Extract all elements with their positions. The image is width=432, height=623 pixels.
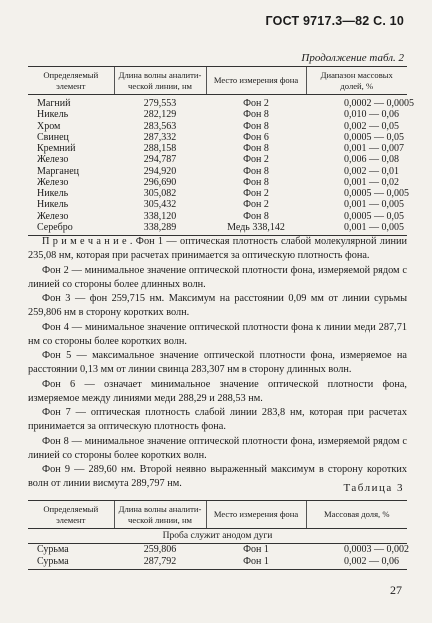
element-cell: Никель xyxy=(37,109,69,121)
column-header: Диапазон массовых долей, % xyxy=(306,67,407,95)
range-cell: 0,0005 — 0,05 xyxy=(344,131,404,143)
element-cell: Хром xyxy=(37,120,61,132)
table-row xyxy=(28,166,407,177)
note-paragraph: Фон 8 — минимальное значение оптической плотности фона, измеряемой рядом с линией со стороны более коротких волн. xyxy=(28,435,407,461)
background-cell: Фон 2 xyxy=(243,98,269,109)
column-header: Место измерения фона xyxy=(206,501,306,529)
background-cell: Фон 2 xyxy=(243,199,269,211)
column-header: Длина волны аналити-ческой линии, нм xyxy=(114,67,206,95)
element-cell: Железо xyxy=(37,210,69,222)
background-cell: Медь 338,142 xyxy=(206,222,306,236)
background-cell: Фон 2 xyxy=(243,188,269,199)
wavelength-cell: 287,332 xyxy=(143,131,177,143)
table-3 xyxy=(28,500,407,570)
wavelength-cell: 338,289 xyxy=(114,222,206,236)
wavelength-cell: 282,129 xyxy=(143,109,177,121)
page-header: ГОСТ 9717.3—82 С. 10 xyxy=(265,14,404,28)
note-paragraph: Фон 7 — оптическая плотность слабой линии 283,8 нм, которая при расчетах принимается за оптическую плотность фона. xyxy=(28,407,407,433)
wavelength-cell: 259,806 xyxy=(143,544,177,556)
note-paragraph: Фон 2 — минимальное значение оптической плотности фона, измеряемой рядом с линией со стороны более длинных волн. xyxy=(28,264,407,290)
note-paragraph: П р и м е ч а н и е . Фон 1 — оптическая плотность слабой молекулярной линии 235,08 нм, которая при расчетах принимается за оптическую плотность фона. xyxy=(28,236,407,262)
column-header: Длина волны аналити-ческой линии, нм xyxy=(114,501,206,529)
wavelength-cell: 288,158 xyxy=(143,143,177,154)
note-paragraph: Фон 3 — фон 259,715 нм. Максимум на расстоянии 0,09 мм от линии сурьмы 259,806 нм в сторону коротких волн. xyxy=(28,293,407,319)
table-3-label: Таблица 3 xyxy=(343,482,404,494)
element-cell: Железо xyxy=(37,154,69,166)
note-paragraph: Фон 4 — минимальное значение оптической плотности фона к линии меди 287,71 нм со стороны более коротких волн. xyxy=(28,321,407,347)
range-cell: 0,002 — 0,05 xyxy=(344,120,399,132)
table-subheading-row xyxy=(28,529,407,544)
element-cell: Серебро xyxy=(28,222,114,236)
wavelength-cell: 294,787 xyxy=(143,154,177,166)
background-cell: Фон 8 xyxy=(243,176,269,188)
note-paragraph: Фон 5 — максимальное значение оптической плотности фона, измеряемое на расстоянии 0,13 мм от линии свинца 283,307 нм в сторону длинных волн. xyxy=(28,350,407,376)
background-cell: Фон 8 xyxy=(243,143,269,154)
range-cell: 0,006 — 0,08 xyxy=(344,154,399,166)
column-header: Место измерения фона xyxy=(206,67,306,95)
table-row xyxy=(28,95,407,110)
table-row xyxy=(28,556,407,570)
page-number: 27 xyxy=(390,583,402,597)
wavelength-cell: 338,120 xyxy=(143,210,177,222)
range-cell: 0,010 — 0,06 xyxy=(344,109,399,121)
column-header: Определяемый элемент xyxy=(28,67,114,95)
range-cell: 0,0003 — 0,002 xyxy=(344,544,409,556)
column-header: Определяемый элемент xyxy=(28,501,114,529)
note-paragraph: Фон 9 — 289,60 нм. Второй неявно выраженный максимум в сторону коротких волн от линии висмута 289,797 нм. xyxy=(28,464,407,490)
element-cell: Никель xyxy=(37,199,69,211)
table-2 xyxy=(28,66,414,236)
table-row xyxy=(28,544,407,556)
range-cell: 0,0005 — 0,05 xyxy=(344,210,404,222)
column-header: Массовая доля, % xyxy=(306,501,407,529)
background-cell: Фон 2 xyxy=(243,154,269,166)
element-cell: Магний xyxy=(37,98,71,109)
background-cell: Фон 8 xyxy=(243,120,269,132)
background-cell: Фон 1 xyxy=(206,556,306,570)
range-cell: 0,0002 — 0,0005 xyxy=(344,98,414,109)
range-cell: 0,001 — 0,005 xyxy=(306,222,407,236)
table-row xyxy=(28,132,407,143)
wavelength-cell: 305,432 xyxy=(143,199,177,211)
element-cell: Свинец xyxy=(37,131,69,143)
table-row xyxy=(28,154,407,165)
element-cell: Сурьма xyxy=(37,544,69,556)
element-cell: Марганец xyxy=(37,165,80,177)
background-cell: Фон 1 xyxy=(243,544,269,556)
background-cell: Фон 6 xyxy=(243,131,269,143)
range-cell: 0,0005 — 0,005 xyxy=(344,188,409,199)
wavelength-cell: 296,690 xyxy=(143,176,177,188)
table-header-row xyxy=(28,67,407,95)
range-cell: 0,002 — 0,01 xyxy=(344,165,399,177)
notes-block xyxy=(28,235,407,492)
element-cell: Сурьма xyxy=(28,556,114,570)
element-cell: Кремний xyxy=(37,143,76,154)
wavelength-cell: 287,792 xyxy=(114,556,206,570)
wavelength-cell: 294,920 xyxy=(143,165,177,177)
background-cell: Фон 8 xyxy=(243,109,269,121)
range-cell: 0,001 — 0,005 xyxy=(344,199,404,211)
wavelength-cell: 283,563 xyxy=(143,120,177,132)
table-row xyxy=(28,143,407,154)
table-header-row xyxy=(28,501,407,529)
table-row xyxy=(28,222,407,236)
table-row xyxy=(28,109,407,120)
table-row xyxy=(28,188,407,199)
table-subheading: Проба служит анодом дуги xyxy=(28,529,407,544)
wavelength-cell: 279,553 xyxy=(143,98,177,109)
wavelength-cell: 305,082 xyxy=(143,188,177,199)
element-cell: Железо xyxy=(37,176,69,188)
table-row xyxy=(28,199,407,210)
table-row xyxy=(28,211,407,222)
table-row xyxy=(28,121,407,132)
table-continuation-label: Продолжение табл. 2 xyxy=(301,52,404,64)
background-cell: Фон 8 xyxy=(243,165,269,177)
element-cell: Никель xyxy=(37,188,69,199)
range-cell: 0,001 — 0,007 xyxy=(344,143,404,154)
range-cell: 0,001 — 0,02 xyxy=(344,176,399,188)
table-row xyxy=(28,177,407,188)
range-cell: 0,002 — 0,06 xyxy=(306,556,407,570)
note-paragraph: Фон 6 — означает минимальное значение оптической плотности фона, измеряемое между линиями меди 288,29 и 288,53 нм. xyxy=(28,378,407,404)
background-cell: Фон 8 xyxy=(243,210,269,222)
